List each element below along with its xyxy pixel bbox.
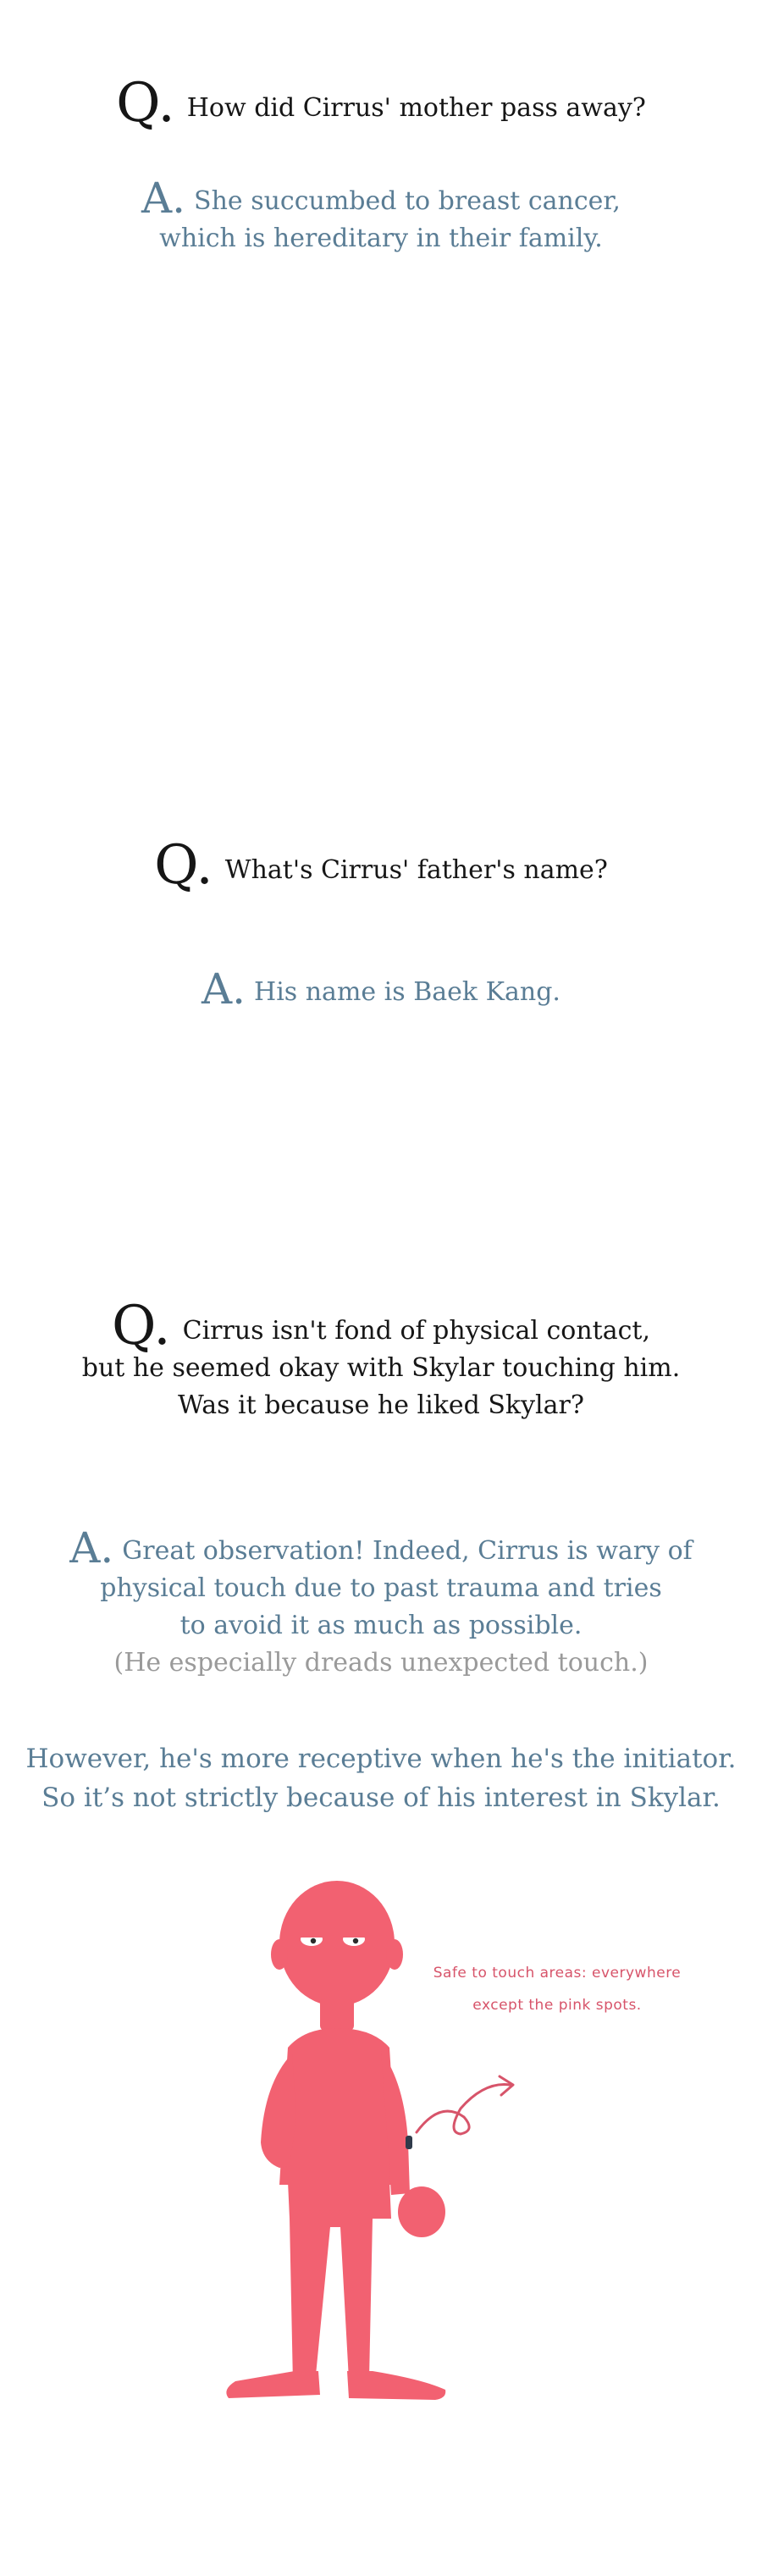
answer-3-aside: (He especially dreads unexpected touch.) (113, 1648, 649, 1678)
answer-3-line-1: A. Great observation! Indeed, Cirrus is wary of (69, 1523, 693, 1573)
pupil-right (353, 1938, 358, 1943)
wristband (406, 2136, 412, 2149)
answer-1-line-2: which is hereditary in their family. (159, 224, 603, 253)
shoe-right (347, 2371, 445, 2400)
pupil-left (311, 1938, 316, 1943)
followup-line-2: So it’s not strictly because of his interest in Skylar. (41, 1783, 721, 1813)
answer-mark: A. (69, 1523, 114, 1573)
shoe-left (226, 2371, 320, 2398)
question-mark: Q. (154, 834, 213, 897)
ear-right (386, 1939, 403, 1970)
answer-3-line-2: physical touch due to past trauma and tries (100, 1573, 662, 1603)
arrow-line (417, 2085, 510, 2134)
torso-shape (279, 2028, 398, 2185)
answer-mark: A. (202, 965, 246, 1014)
answer-2 (0, 965, 762, 1014)
answer-3 (0, 1523, 762, 1682)
answer-mark: A. (141, 174, 186, 223)
question-3-line-1: Q. Cirrus isn't fond of physical contact, (112, 1295, 650, 1357)
answer-1-line-1: A. She succumbed to breast cancer, (141, 174, 621, 223)
touch-note-line-1: Safe to touch areas: everywhere (433, 1965, 682, 1982)
legs-shape (288, 2181, 391, 2384)
touch-note-line-2: except the pink spots. (472, 1997, 642, 2014)
question-mark: Q. (112, 1295, 171, 1357)
question-3-line-3: Was it because he liked Skylar? (178, 1390, 584, 1420)
eyelid-right (340, 1929, 367, 1938)
head-shape (279, 1881, 395, 2006)
arm-left (261, 2054, 296, 2168)
cirrus-touch-illustration (0, 1863, 762, 2422)
cirrus-silhouette (0, 1863, 762, 2422)
question-mark: Q. (116, 72, 175, 135)
question-2 (0, 834, 762, 897)
question-3-line-2: but he seemed okay with Skylar touching him. (81, 1353, 681, 1383)
answer-3-followup (0, 1739, 762, 1817)
question-3 (0, 1295, 762, 1424)
hand-right (398, 2186, 445, 2237)
eyelid-left (298, 1929, 325, 1938)
answer-2-line-1: A. His name is Baek Kang. (202, 965, 560, 1014)
question-1-line-1: Q. How did Cirrus' mother pass away? (116, 72, 646, 135)
question-2-line-1: Q. What's Cirrus' father's name? (154, 834, 608, 897)
answer-1 (0, 174, 762, 257)
answer-3-line-3: to avoid it as much as possible. (179, 1611, 583, 1640)
neck-shape (320, 1998, 354, 2031)
ear-left (271, 1939, 288, 1970)
followup-line-1: However, he's more receptive when he's the initiator. (25, 1744, 737, 1774)
question-1 (0, 72, 762, 135)
